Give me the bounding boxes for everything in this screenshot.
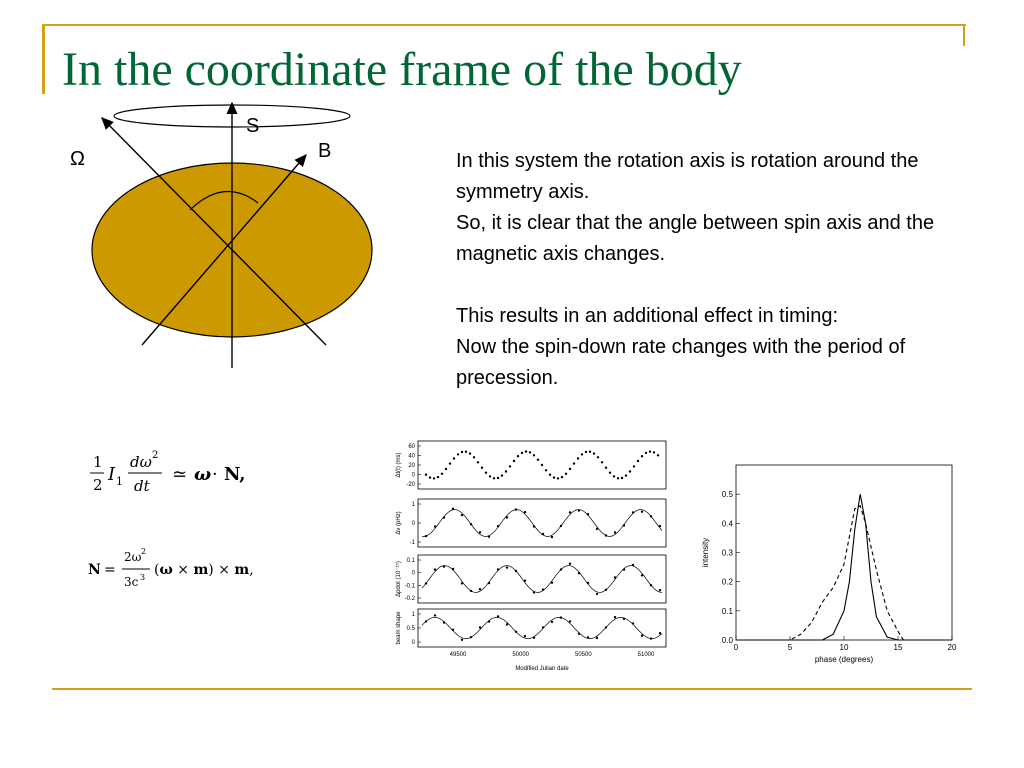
timing-y-tick-label: 60 [408,444,415,450]
timing-data-point [569,563,571,565]
timing-data-point [659,525,661,527]
timing-data-point [473,456,475,458]
timing-data-point [501,474,503,476]
timing-data-point [633,465,635,467]
timing-data-point [551,536,553,538]
timing-panel-ylabel: Δpdot (10⁻¹⁵) [396,561,402,597]
svg-text:2: 2 [152,450,159,461]
timing-data-point [515,508,517,510]
timing-data-point [505,470,507,472]
title-frame-top [42,24,966,26]
timing-data-point [581,453,583,455]
timing-x-axis-label: Modified Julian date [515,666,569,672]
timing-data-point [542,533,544,535]
timing-y-tick-label: -0.2 [404,596,415,602]
timing-data-point [425,620,427,622]
timing-data-point [521,452,523,454]
timing-data-point [488,582,490,584]
svg-text:≃: ≃ [172,464,188,485]
timing-data-point [623,568,625,570]
timing-panel-ylabel: Δν (pHz) [396,511,402,535]
timing-data-point [645,452,647,454]
svg-text:·: · [212,464,218,485]
title-frame-left [42,24,45,94]
timing-data-point [623,524,625,526]
timing-y-tick-label: 0 [411,521,415,527]
timing-data-point [542,588,544,590]
timing-data-point [609,472,611,474]
timing-data-point [560,568,562,570]
timing-data-point [549,474,551,476]
timing-data-point [453,457,455,459]
pulse-y-tick-label: 0.1 [721,606,733,616]
timing-data-point [659,589,661,591]
timing-y-tick-label: 0 [411,640,415,646]
timing-x-tick-label: 50000 [512,652,530,658]
timing-data-point [614,616,616,618]
timing-data-point [593,452,595,454]
timing-data-point [461,514,463,516]
title-frame-right [963,24,965,46]
timing-data-point [488,620,490,622]
pulse-plot-frame [736,465,952,640]
svg-text:I: I [108,464,116,485]
timing-data-point [587,636,589,638]
timing-data-point [452,568,454,570]
timing-data-point [479,588,481,590]
timing-data-point [657,454,659,456]
timing-data-point [457,453,459,455]
timing-data-point [553,476,555,478]
timing-data-point [659,632,661,634]
timing-data-point [525,450,527,452]
svg-text:2ω: 2ω [124,550,142,564]
timing-data-point [479,531,481,533]
timing-y-tick-label: -0.1 [404,583,415,590]
timing-data-point [533,591,535,593]
svg-text:N: N [88,562,101,578]
pulse-y-tick-label: 0.4 [721,519,733,529]
timing-data-point [524,635,526,637]
timing-data-point [524,511,526,513]
timing-y-tick-label: 0.1 [406,558,415,564]
timing-data-point [617,477,619,479]
timing-data-point [449,462,451,464]
paragraph-3: This results in an additional effect in timing: [456,305,839,327]
timing-data-point [551,582,553,584]
timing-data-point [441,473,443,475]
timing-panel-frame [418,555,666,603]
timing-data-point [477,461,479,463]
svg-text:N,: N, [224,464,246,485]
timing-panel-frame [418,499,666,547]
pulse-x-axis-label: phase (degrees) [814,655,874,664]
timing-data-point [485,472,487,474]
timing-data-point [513,460,515,462]
timing-data-point [425,535,427,537]
timing-data-point [560,525,562,527]
timing-data-point [497,568,499,570]
timing-data-point [565,473,567,475]
timing-data-point [488,536,490,538]
timing-model-curve [422,566,662,593]
timing-data-point [434,568,436,570]
timing-y-tick-label: 0 [411,570,415,577]
pulse-dashed-line [736,506,952,640]
timing-data-point [641,574,643,576]
timing-y-tick-label: 20 [408,463,415,469]
timing-data-point [578,509,580,511]
svg-text:1: 1 [93,453,103,471]
timing-data-point [578,572,580,574]
timing-data-point [569,468,571,470]
timing-data-point [625,474,627,476]
timing-data-point [434,614,436,616]
timing-y-tick-label: 0.5 [406,626,415,632]
timing-data-point [545,469,547,471]
timing-residuals-chart [390,437,690,677]
pulse-x-tick-label: 20 [947,643,957,652]
timing-data-point [497,615,499,617]
timing-data-point [601,461,603,463]
timing-data-point [461,639,463,641]
pulse-y-tick-label: 0.2 [721,577,733,587]
timing-data-point [452,508,454,510]
timing-data-point [637,460,639,462]
timing-data-point [506,516,508,518]
timing-data-point [587,513,589,515]
timing-data-point [533,637,535,639]
svg-text:2: 2 [141,547,147,556]
timing-data-point [649,450,651,452]
timing-y-tick-label: -1 [409,540,415,546]
svg-text:ω: ω [194,464,212,485]
pulse-y-axis-label: intensity [701,537,710,568]
pulse-x-tick-label: 15 [893,643,903,652]
timing-data-point [605,589,607,591]
timing-data-point [443,565,445,567]
paragraph-4: Now the spin-down rate changes with the period of precession. [456,336,906,389]
timing-model-curve [422,510,662,537]
bottom-rule [52,688,972,690]
timing-data-point [542,626,544,628]
timing-data-point [443,516,445,518]
timing-data-point [585,451,587,453]
timing-y-tick-label: 0 [411,472,415,479]
timing-data-point [557,477,559,479]
timing-data-point [537,459,539,461]
timing-panel-ylabel: beam shape [396,611,402,645]
timing-data-point [489,475,491,477]
explanation-text [456,146,996,394]
pulse-x-tick-label: 5 [787,643,793,652]
timing-data-point [653,451,655,453]
timing-data-point [650,584,652,586]
timing-data-point [443,621,445,623]
timing-x-tick-label: 50500 [574,652,592,658]
timing-data-point [470,590,472,592]
timing-panel-ylabel: Δt(t) (ms) [396,452,402,478]
timing-data-point [469,452,471,454]
pulse-profile-chart [700,455,970,670]
timing-data-point [429,476,431,478]
timing-data-point [641,455,643,457]
timing-data-point [541,464,543,466]
svg-text:3c: 3c [124,575,139,589]
timing-data-point [452,629,454,631]
timing-data-point [605,534,607,536]
svg-text:(ω × m) × m,: (ω × m) × m, [154,562,254,578]
spin-axis-label: S [246,115,260,137]
svg-text:=: = [104,562,116,578]
timing-data-point [561,476,563,478]
moment-equation [88,547,254,589]
timing-data-point [533,454,535,456]
timing-data-point [596,637,598,639]
pulse-y-tick-label: 0.5 [721,490,733,500]
timing-data-point [641,511,643,513]
timing-data-point [605,467,607,469]
timing-data-point [433,477,435,479]
precession-diagram [60,95,380,375]
timing-data-point [437,476,439,478]
magnetic-axis-label: B [318,140,332,162]
pulse-x-tick-label: 0 [733,643,739,652]
pulse-x-tick-label: 10 [839,643,849,652]
svg-text:1: 1 [116,475,123,488]
timing-data-point [621,477,623,479]
svg-text:3: 3 [140,573,146,582]
equations [82,445,312,595]
timing-data-point [589,451,591,453]
timing-y-tick-label: 1 [411,502,415,508]
timing-y-tick-label: 1 [411,612,415,618]
pulse-y-tick-label: 0.3 [721,548,733,558]
timing-data-point [605,626,607,628]
pulse-solid-line [736,494,952,640]
svg-text:2: 2 [93,476,103,494]
timing-data-point [434,525,436,527]
timing-data-point [650,515,652,517]
torque-equation [90,450,246,495]
timing-data-point [614,576,616,578]
timing-data-point [641,635,643,637]
timing-data-point [587,582,589,584]
timing-data-point [569,511,571,513]
paragraph-2: So, it is clear that the angle between spin axis and the magnetic axis changes. [456,212,935,265]
timing-x-tick-label: 49500 [449,652,467,658]
pulse-y-tick-label: 0.0 [721,636,733,645]
timing-data-point [632,511,634,513]
timing-data-point [569,620,571,622]
timing-data-point [509,465,511,467]
timing-data-point [596,593,598,595]
timing-data-point [470,636,472,638]
timing-data-point [560,616,562,618]
timing-data-point [533,525,535,527]
timing-y-tick-label: 40 [408,453,415,460]
timing-data-point [515,570,517,572]
timing-data-point [470,523,472,525]
timing-data-point [623,618,625,620]
timing-data-point [445,468,447,470]
svg-text:dt: dt [134,477,150,495]
timing-data-point [578,633,580,635]
timing-data-point [596,528,598,530]
timing-data-point [577,457,579,459]
timing-data-point [497,525,499,527]
timing-data-point [493,477,495,479]
timing-data-point [461,582,463,584]
timing-data-point [524,580,526,582]
timing-data-point [551,621,553,623]
timing-data-point [597,456,599,458]
slide-title: In the coordinate frame of the body [62,43,742,96]
timing-data-point [461,451,463,453]
timing-data-point [425,582,427,584]
timing-data-point [629,470,631,472]
timing-data-point [517,455,519,457]
timing-data-point [497,477,499,479]
timing-data-point [465,451,467,453]
timing-data-point [506,566,508,568]
timing-data-point [573,462,575,464]
timing-data-point [632,564,634,566]
timing-data-point [613,475,615,477]
timing-y-tick-label: -20 [406,482,415,488]
timing-data-point [614,531,616,533]
timing-data-point [529,451,531,453]
timing-data-point [481,467,483,469]
timing-data-point [650,637,652,639]
timing-x-tick-label: 51000 [637,652,655,658]
timing-data-point [515,631,517,633]
omega-label: Ω [70,148,85,170]
timing-data-point [506,623,508,625]
paragraph-1: In this system the rotation axis is rotation around the symmetry axis. [456,150,919,203]
timing-data-point [425,474,427,476]
timing-data-point [479,626,481,628]
timing-data-point [632,622,634,624]
svg-text:dω: dω [130,453,152,471]
